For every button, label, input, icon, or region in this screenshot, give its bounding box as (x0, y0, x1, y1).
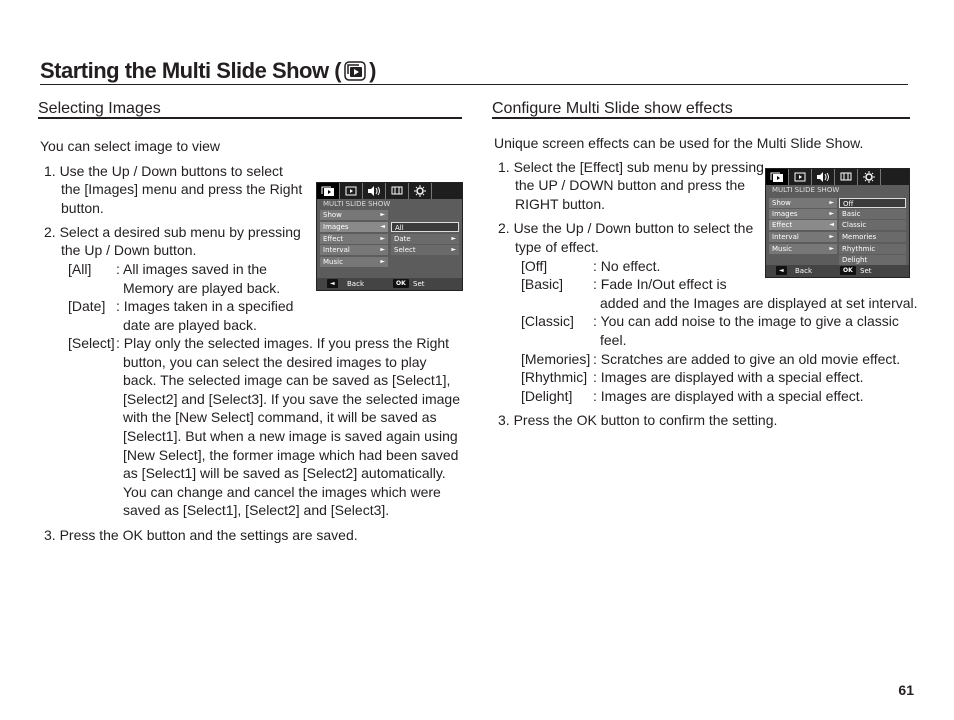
page-number: 61 (898, 682, 914, 698)
right-step3: 3. Press the OK button to confirm the setting. (498, 412, 778, 428)
back-key: ◄ (776, 266, 787, 275)
option-date[interactable]: Date ► (391, 234, 459, 244)
right-step2-line1: 2. Use the Up / Down button to select the (498, 220, 754, 236)
set-label: Set (413, 280, 425, 288)
slideshow-icon (766, 169, 789, 185)
menu-header: MULTI SLIDE SHOW (323, 200, 391, 208)
left-step1-line2: the [Images] menu and press the Right (61, 181, 303, 197)
all-text-1: : All images saved in the (116, 261, 267, 277)
menu-item-interval[interactable]: Interval ► (769, 232, 837, 242)
effect-memories-text: : Scratches are added to give an old movie effect. (593, 351, 901, 367)
menu-item-images[interactable]: Images ◄ (320, 222, 388, 232)
menu-item-effect[interactable]: Effect ► (320, 234, 388, 244)
menu-item-music[interactable]: Music ► (769, 244, 837, 254)
select-text-1: : Play only the selected images. If you press the Right (116, 335, 450, 351)
right-intro: Unique screen effects can be used for the Multi Slide Show. (494, 135, 864, 151)
menu-item-effect[interactable]: Effect ◄ (769, 220, 837, 230)
date-label: [Date] (68, 298, 106, 314)
title-rule (40, 84, 908, 85)
select-text-8: as [Select1] will be saved as [Select2] automatically. (123, 465, 446, 481)
left-step1-line1: 1. Use the Up / Down buttons to select (44, 163, 283, 179)
select-text-4: [Select2] and [Select3]. If you save the selected image (123, 391, 460, 407)
effect-memories-label: [Memories] (521, 351, 591, 367)
select-text-9: You can change and cancel the images which were (123, 484, 441, 500)
effect-classic-text-1: : You can add noise to the image to give a classic (593, 313, 899, 329)
left-step1-line3: button. (61, 200, 104, 216)
right-step1-line3: RIGHT button. (515, 196, 606, 212)
option-classic[interactable]: Classic (839, 220, 906, 230)
select-text-10: saved as [Select1], [Select2] and [Select3]. (123, 502, 390, 518)
menu-bottom-bar (317, 278, 462, 290)
slideshow-icon (317, 183, 340, 199)
sound-icon (812, 169, 835, 185)
menu-item-show[interactable]: Show ► (320, 210, 388, 220)
left-intro: You can select image to view (40, 138, 221, 154)
option-rhythmic[interactable]: Rhythmic (839, 244, 906, 254)
menu-item-music[interactable]: Music ► (320, 257, 388, 267)
all-label: [All] (68, 261, 92, 277)
menu-item-show[interactable]: Show ► (769, 198, 837, 208)
option-basic[interactable]: Basic (839, 209, 906, 219)
effect-classic-text-2: feel. (600, 332, 627, 348)
back-label: Back (347, 280, 364, 288)
select-label: [Select] (68, 335, 115, 351)
option-off[interactable]: Off (839, 198, 906, 208)
effect-classic-label: [Classic] (521, 313, 574, 329)
select-text-2: button, you can select the desired images to play (123, 354, 427, 370)
select-text-3: back. The selected image can be saved as [Select1], (123, 372, 451, 388)
menu-header: MULTI SLIDE SHOW (772, 186, 840, 194)
effect-off-text: : No effect. (593, 258, 661, 274)
set-label: Set (860, 267, 872, 275)
display-icon (835, 169, 858, 185)
right-step2-line2: type of effect. (515, 239, 599, 255)
page-title-text: Starting the Multi Slide Show ( (40, 58, 342, 83)
effect-basic-text-1: : Fade In/Out effect is (593, 276, 727, 292)
select-text-7: [New Select], the former image which had been saved (123, 447, 459, 463)
left-step3: 3. Press the OK button and the settings are saved. (44, 527, 358, 543)
effect-rhythmic-label: [Rhythmic] (521, 369, 588, 385)
menu-item-images[interactable]: Images ► (769, 209, 837, 219)
effect-basic-text-2: added and the Images are displayed at set interval. (600, 295, 918, 311)
effect-delight-text: : Images are displayed with a special effect. (593, 388, 864, 404)
play-icon (340, 183, 363, 199)
all-text-2: Memory are played back. (123, 280, 281, 296)
settings-icon (858, 169, 881, 185)
left-step2-line2: the Up / Down button. (61, 242, 197, 258)
play-icon (789, 169, 812, 185)
back-key: ◄ (327, 279, 338, 288)
display-icon (386, 183, 409, 199)
effect-off-label: [Off] (521, 258, 548, 274)
option-all[interactable]: All (391, 222, 459, 232)
menu-tab-bar (317, 183, 462, 199)
section-heading-selecting-images: Selecting Images (38, 100, 161, 117)
effect-rhythmic-text: : Images are displayed with a special effect. (593, 369, 864, 385)
option-delight[interactable]: Delight (839, 255, 906, 265)
select-text-5: with the [New Select] command, it will be saved as (123, 409, 437, 425)
ok-key: OK (840, 266, 856, 275)
right-step1-line1: 1. Select the [Effect] sub menu by pressing (498, 159, 764, 175)
effect-delight-label: [Delight] (521, 388, 573, 404)
page-title-close: ) (369, 58, 376, 83)
section-heading-effects: Configure Multi Slide show effects (492, 100, 733, 117)
select-text-6: [Select1]. But when a new image is saved again using (123, 428, 458, 444)
left-step2-line1: 2. Select a desired sub menu by pressing (44, 224, 301, 240)
sound-icon (363, 183, 386, 199)
section-rule-right (492, 117, 910, 119)
menu-item-interval[interactable]: Interval ► (320, 245, 388, 255)
option-select[interactable]: Select ► (391, 245, 459, 255)
page-title (40, 58, 376, 87)
date-text-2: date are played back. (123, 317, 257, 333)
menu-tab-bar (766, 169, 909, 185)
camera-menu-screen-effects (765, 168, 910, 278)
right-step1-line2: the UP / DOWN button and press the (515, 177, 746, 193)
effect-basic-label: [Basic] (521, 276, 564, 292)
option-memories[interactable]: Memories (839, 232, 906, 242)
settings-icon (409, 183, 432, 199)
date-text-1: : Images taken in a specified (116, 298, 294, 314)
camera-menu-screen-images (316, 182, 463, 291)
back-label: Back (795, 267, 812, 275)
section-rule-left (38, 117, 462, 119)
ok-key: OK (393, 279, 409, 288)
menu-bottom-bar (766, 265, 909, 277)
